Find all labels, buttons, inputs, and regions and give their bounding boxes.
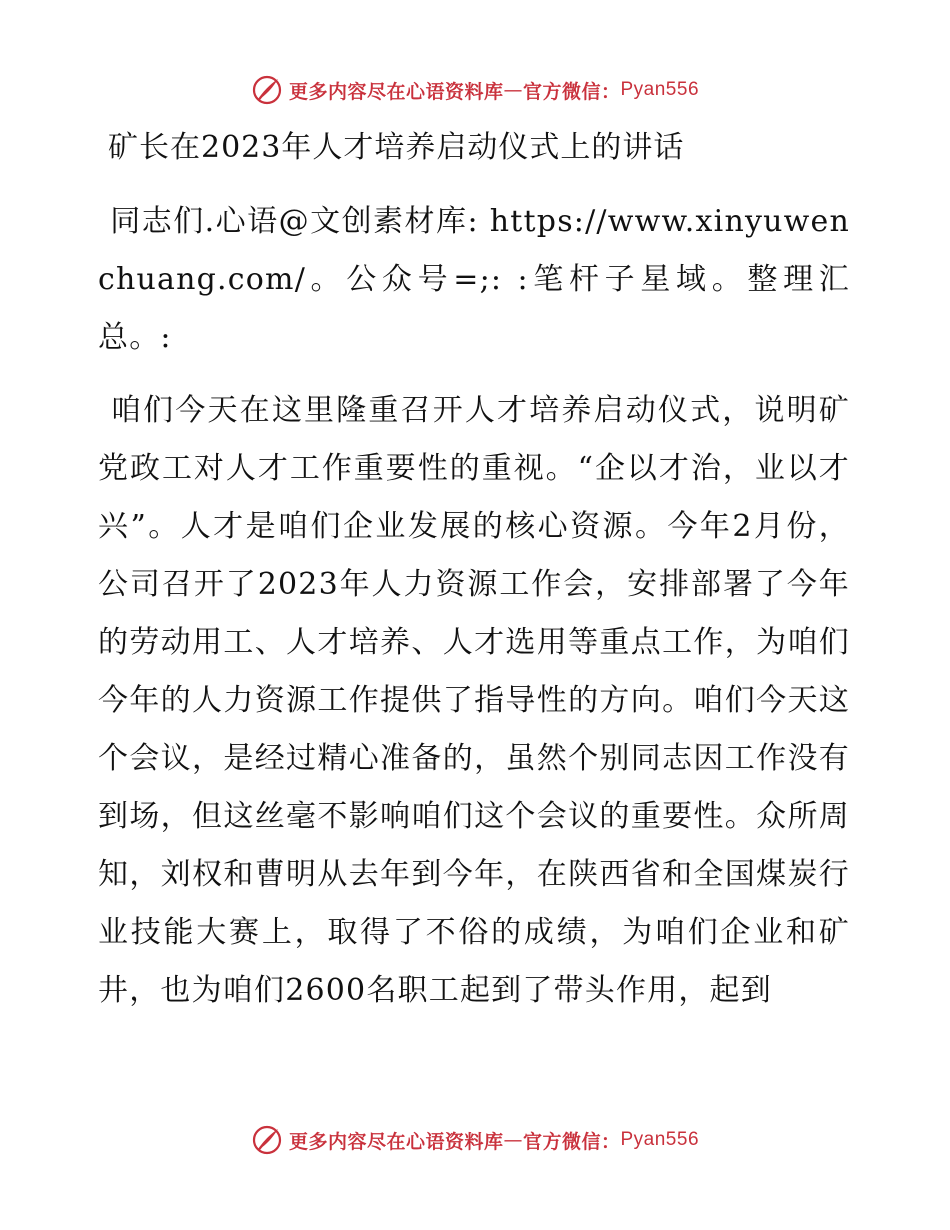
document-title: 矿长在2023年人才培养启动仪式上的讲话 [108,130,685,165]
banner-site-text: 更多内容尽在心语资料库 [288,1130,504,1153]
header-banner [0,70,950,110]
quill-pen-circle-icon [251,74,283,106]
paragraph-greeting [98,193,850,367]
banner-wechat-id: Pyan556 [620,1129,700,1150]
paragraph-greeting-text: 同志们.心语@文创素材库: https://www.xinyuwenchuang.com/。公众号=;: :笔杆子星域。整理汇总。: [98,204,850,355]
banner-site-text: 更多内容尽在心语资料库 [288,80,504,103]
paragraph-body-text: 咱们今天在这里隆重召开人才培养启动仪式，说明矿党政工对人才工作重要性的重视。“企以才治，业以才兴”。人才是咱们企业发展的核心资源。今年2月份，公司召开了2023年人力资源工作会，安排部署了今年的劳动用工、人才培养、人才选用等重点工作，为咱们今年的人力资源工作提供了指导性的方向。咱们今天这个会议，是经过精心准备的，虽然个别同志因工作没有到场，但这丝毫不影响咱们这个会议的重要性。众所周知，刘权和曹明从去年到今年，在陕西省和全国煤炭行业技能大赛上，取得了不俗的成绩，为咱们企业和矿井，也为咱们2600名职工起到了带头作用，起到 [98,393,850,1008]
banner-label-text: 官方微信： [522,1130,621,1153]
footer-banner [0,1120,950,1160]
quill-pen-circle-icon [251,1124,283,1156]
banner-wechat-id: Pyan556 [620,79,700,100]
banner-label-text: 官方微信： [522,80,621,103]
paragraph-body [98,382,850,1020]
banner-dash: — [503,79,523,101]
banner-dash: — [503,1129,523,1151]
